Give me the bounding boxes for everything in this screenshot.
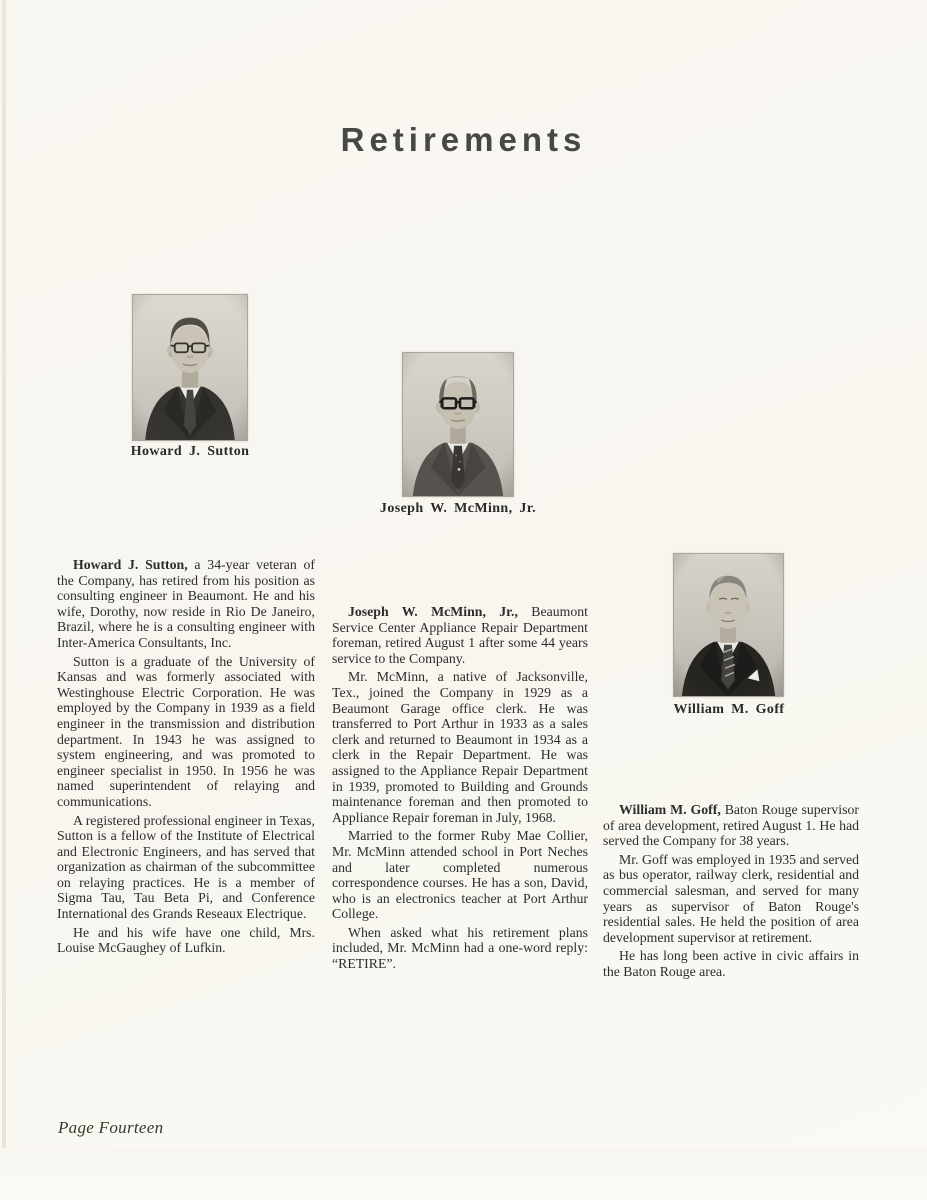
portrait-photo-goff — [673, 553, 784, 697]
article-text: Beaumont Service Center Appliance Repair Department foreman, retired August 1 after some 44 years service to the Company. — [332, 604, 588, 666]
article-paragraph: A registered professional engineer in Texas, Sutton is a fellow of the Institute of Electrical and Electronic Engineers, and has served that organization as chairman of the subcommittee on relaying practices. He is a member of Sigma Tau, Tau Beta Pi, and Conference International des Grands Reseaux Electrique. — [57, 812, 315, 922]
scan-edge — [2, 0, 6, 1200]
article-paragraph: Married to the former Ruby Mae Collier, Mr. McMinn attended school in Port Neches and later completed numerous correspondence courses. He has a son, David, who is an electronics teacher at Port Arthur College. — [332, 828, 588, 922]
photo-caption-mcminn: Joseph W. McMinn, Jr. — [379, 501, 537, 516]
article-goff — [603, 802, 859, 983]
article-paragraph — [603, 802, 859, 849]
portrait-photo-mcminn — [402, 352, 514, 497]
article-paragraph: He has long been active in civic affairs in the Baton Rouge area. — [603, 948, 859, 979]
article-paragraph: Sutton is a graduate of the University of Kansas and was formerly associated with Westinghouse Electric Corporation. He was employed by the Company in 1939 as a field engineer in the transmission and distribution department. In 1943 he was assigned to system engineering, and was promoted to engineer specialist in 1950. In 1956 he was named superintendent of relaying and communications. — [57, 653, 315, 809]
photo-caption-sutton: Howard J. Sutton — [130, 444, 250, 459]
scan-shading — [0, 1148, 927, 1200]
article-text: Baton Rouge supervisor of area development, retired August 1. He had served the Company for 38 years. — [603, 802, 859, 849]
article-paragraph — [57, 557, 315, 651]
article-mcminn — [332, 604, 588, 975]
article-paragraph — [332, 604, 588, 666]
article-paragraph: When asked what his retirement plans included, Mr. McMinn had a one-word reply: “RETIRE”. — [332, 924, 588, 972]
article-sutton — [57, 557, 315, 959]
portrait-photo-sutton — [132, 294, 248, 441]
article-lead-name: Joseph W. McMinn, Jr., — [348, 604, 518, 619]
article-text: a 34-year veteran of the Company, has retired from his position as consulting engineer in Beaumont. He and his wife, Dorothy, now reside in Rio De Janeiro, Brazil, where he is a consulting engineer with Inter-America Consultants, Inc. — [57, 557, 315, 650]
article-paragraph: Mr. Goff was employed in 1935 and served as bus operator, railway clerk, residential and commercial salesman, and served for many years as supervisor of Baton Rouge's residential sales. He held the position of area development supervisor at retirement. — [603, 851, 859, 945]
page-title: Retirements — [340, 121, 587, 158]
article-paragraph: Mr. McMinn, a native of Jacksonville, Tex., joined the Company in 1929 as a Beaumont Garage office clerk. He was transferred to Port Arthur in 1933 as a sales clerk and returned to Beaumont in 1934 as a clerk in the Repair Department. He was assigned to the Appliance Repair Department in 1939, promoted to Building and Grounds maintenance foreman and then promoted to Appliance Repair foreman in July, 1968. — [332, 669, 588, 825]
portrait-sutton-graphic — [133, 295, 247, 440]
page-number-footer: Page Fourteen — [58, 1118, 164, 1137]
article-paragraph: He and his wife have one child, Mrs. Louise McGaughey of Lufkin. — [57, 924, 315, 956]
article-lead-name: William M. Goff, — [619, 802, 721, 817]
photo-caption-goff: William M. Goff — [673, 702, 785, 717]
portrait-goff-graphic — [674, 554, 783, 696]
article-lead-name: Howard J. Sutton, — [73, 557, 188, 572]
portrait-mcminn-graphic — [403, 353, 513, 496]
